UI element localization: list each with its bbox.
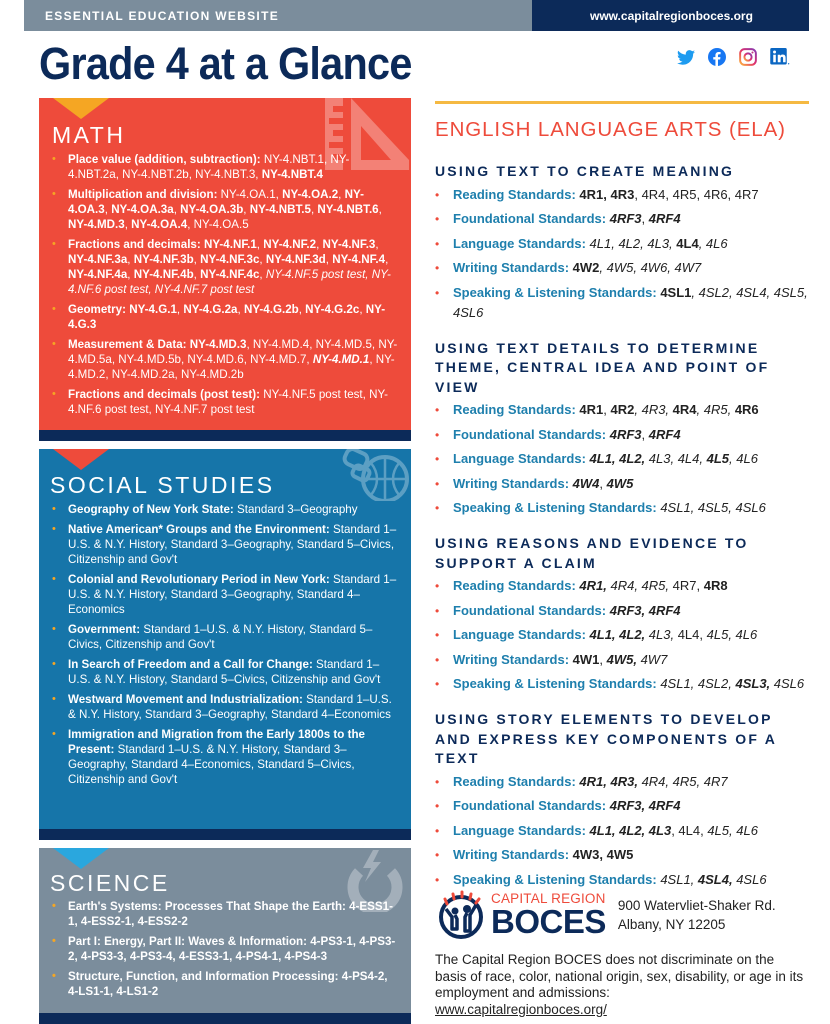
math-heading: MATH: [52, 122, 126, 148]
standard-codes: ,: [259, 268, 266, 281]
standard-codes: 4-ESS1-1, 4-ESS2-1, 4-ESS2-2: [68, 900, 393, 928]
list-item: [435, 474, 809, 494]
standard-codes: NY-4.NBT.4: [261, 168, 323, 181]
standard-codes: 4L5, 4L6: [707, 822, 758, 838]
item-label: Writing Standards:: [453, 847, 570, 862]
standard-codes: 4-PS4-2, 4-LS1-1, 4-LS1-2: [68, 970, 388, 998]
item-label: Speaking & Listening Standards:: [453, 676, 657, 691]
list-item: [39, 899, 411, 929]
list-item: [435, 283, 809, 323]
standard-codes: ,: [641, 211, 649, 226]
standard-codes: 4L3, 4L4,: [645, 451, 707, 466]
standard-codes: 4R1: [575, 402, 604, 417]
list-item: [435, 498, 809, 518]
address: [618, 896, 776, 934]
panel-footer-bar: [39, 430, 411, 441]
standard-codes: ,: [359, 303, 366, 316]
list-item: [435, 209, 809, 229]
standard-codes: 4R1, 4R3,: [575, 773, 638, 789]
standard-codes: NY-4.NF.3b: [133, 253, 194, 266]
standard-codes: 4L4,: [677, 627, 707, 642]
standard-codes: 4SL1,: [656, 871, 698, 887]
standard-codes: Standard 1–U.S. & N.Y. History, Standard 3–Geography, Standard 4–Economics, Standard 5–Civics, Citizenship and Gov't: [68, 743, 355, 786]
standard-codes: NY-4.NF.3: [322, 238, 376, 251]
list-item: [435, 674, 809, 694]
standard-codes: NY-4.OA.2: [282, 188, 339, 201]
list-item: [39, 502, 411, 517]
boces-wordmark: [491, 892, 606, 939]
list-item: [435, 796, 809, 816]
math-panel: [39, 98, 411, 441]
list-item: [435, 772, 809, 792]
standard-codes: 4SL6: [770, 676, 805, 691]
list-item: [39, 387, 411, 417]
standard-codes: ,: [256, 238, 264, 251]
item-label: Reading Standards:: [453, 773, 576, 789]
standard-codes: 4RF3: [606, 211, 642, 226]
standard-codes: ,: [127, 253, 134, 266]
item-label: Geometry:: [68, 303, 126, 316]
standard-codes: 4L1, 4L2,: [585, 451, 646, 466]
standard-codes: 4SL4,: [697, 871, 733, 887]
standard-codes: , 4R4, 4R5, 4R6, 4R7: [634, 186, 759, 202]
facebook-icon[interactable]: [708, 48, 726, 66]
list-item: [39, 692, 411, 722]
top-banner: [24, 0, 809, 31]
panel-notch: [53, 848, 109, 869]
banner-url[interactable]: www.capitalregionboces.org: [532, 0, 809, 31]
standard-codes: NY-4.NF.4b: [133, 268, 194, 281]
item-label: In Search of Freedom and a Call for Change:: [68, 658, 313, 671]
list-item: [435, 821, 809, 841]
ela-panel: [435, 101, 809, 894]
address-line-1: 900 Watervliet-Shaker Rd.: [617, 898, 776, 913]
social-studies-heading: SOCIAL STUDIES: [50, 472, 275, 498]
list-item: [435, 234, 809, 254]
standard-codes: 4-PS3-1, 4-PS3-2, 4-PS3-3, 4-PS3-4, 4-ESS3-1, 4-PS4-1, 4-PS4-3: [68, 935, 396, 963]
standard-codes: 4W3, 4W5: [569, 847, 634, 862]
standard-codes: NY-4.G.3: [68, 303, 386, 331]
list-item: [435, 576, 809, 596]
ela-sections: [435, 162, 809, 890]
standard-codes: NY-4.NBT.5: [249, 203, 311, 216]
item-label: Foundational Standards:: [453, 798, 607, 813]
ela-standards-list: [435, 576, 809, 694]
standard-codes: NY-4.OA.4: [131, 218, 188, 231]
list-item: [435, 185, 809, 205]
standard-codes: ,: [173, 203, 181, 216]
standard-codes: 4R4, 4R5, 4R7: [637, 773, 728, 789]
ela-standards-list: [435, 772, 809, 890]
disclaimer-text: The Capital Region BOCES does not discriminate on the basis of race, color, national origin, sex, disability, or age in its employment and admissions:: [435, 952, 804, 1000]
standard-codes: ,: [375, 238, 379, 251]
list-item: [435, 650, 809, 670]
item-label: Foundational Standards:: [453, 426, 607, 442]
standard-codes: , NY-4.MD.2, NY-4.MD.2a, NY-4.MD.2b: [68, 353, 395, 381]
standard-codes: ,: [310, 203, 318, 216]
standard-codes: 4R2: [610, 402, 635, 417]
item-label: Colonial and Revolutionary Period in New York:: [68, 573, 330, 586]
standard-codes: ,: [599, 475, 607, 491]
standard-codes: NY-4.NBT.6: [317, 203, 379, 216]
list-item: [39, 337, 411, 382]
boces-website-link[interactable]: www.capitalregionboces.org/: [435, 1001, 607, 1017]
science-heading: SCIENCE: [50, 870, 170, 896]
list-item: [435, 625, 809, 645]
standard-codes: NY-4.OA.3a: [111, 203, 174, 216]
science-list: [39, 899, 411, 1004]
standard-codes: 4W2: [569, 260, 600, 275]
panel-footer-bar: [39, 829, 411, 840]
item-label: Immigration and Migration from the Early 1800s to the Present:: [68, 728, 365, 756]
item-label: Measurement & Data:: [68, 338, 187, 351]
social-studies-list: [39, 502, 411, 792]
item-label: Foundational Standards:: [453, 602, 607, 618]
standard-codes: NY-4.G.1: [126, 303, 177, 316]
standard-codes: NY-4.NF.3c: [200, 253, 260, 266]
standard-codes: 4RF4: [648, 426, 681, 442]
standard-codes: NY-4.G.2c: [305, 303, 360, 316]
item-label: Government:: [68, 623, 141, 636]
standard-codes: 4W4: [569, 475, 600, 491]
standard-codes: ,: [603, 402, 611, 417]
standard-codes: NY-4.G.2b: [243, 303, 299, 316]
standard-codes: , 4SL2, 4SL4, 4SL5, 4SL6: [453, 284, 808, 320]
standard-codes: 4L4: [676, 235, 699, 251]
science-panel: [39, 848, 411, 1024]
item-label: Place value (addition, subtraction):: [68, 153, 261, 166]
standard-codes: NY-4.MD.1: [312, 353, 370, 366]
standard-codes: 4R1, 4R3: [575, 186, 635, 202]
standard-codes: , 4L6: [698, 235, 728, 251]
list-item: [39, 572, 411, 617]
standard-codes: NY-4.NF.1: [200, 238, 257, 251]
standard-codes: 4R7,: [672, 578, 704, 593]
item-label: Reading Standards:: [453, 186, 576, 202]
list-item: [435, 870, 809, 890]
list-item: [39, 237, 411, 297]
item-label: Earth's Systems: Processes That Shape the Earth:: [68, 900, 346, 913]
standard-codes: 4W1: [569, 651, 600, 667]
standard-codes: ,: [599, 651, 607, 667]
ela-section-title: USING TEXT DETAILS TO DETERMINE THEME, CENTRAL IDEA AND POINT OF VIEW: [435, 339, 770, 395]
item-label: Writing Standards:: [453, 475, 570, 491]
item-label: Language Standards:: [453, 451, 586, 466]
ela-section-title: USING REASONS AND EVIDENCE TO SUPPORT A CLAIM: [435, 535, 749, 571]
standard-codes: NY-4.MD.3: [68, 218, 125, 231]
panel-footer-bar: [39, 1013, 411, 1024]
item-label: Native American* Groups and the Environment:: [68, 523, 330, 536]
ela-heading: ENGLISH LANGUAGE ARTS (ELA): [435, 118, 786, 141]
item-label: Reading Standards:: [453, 578, 576, 593]
item-label: Foundational Standards:: [453, 211, 607, 226]
standard-codes: 4L5: [706, 451, 730, 466]
item-label: Writing Standards:: [453, 260, 570, 275]
standard-codes: 4L3,: [645, 627, 678, 642]
standard-codes: ,: [127, 268, 134, 281]
standard-codes: 4R6: [734, 402, 759, 417]
standard-codes: 4L1, 4L2, 4L3,: [585, 235, 677, 251]
standard-codes: 4W7: [636, 651, 668, 667]
list-item: [39, 187, 411, 232]
standard-codes: 4L5, 4L6: [706, 627, 758, 642]
item-label: Speaking & Listening Standards:: [453, 284, 657, 300]
list-item: [39, 522, 411, 567]
list-item: [435, 258, 809, 278]
standard-codes: 4SL1: [656, 284, 692, 300]
item-label: Language Standards:: [453, 627, 586, 642]
standard-codes: , 4R3,: [634, 402, 673, 417]
standard-codes: NY-4.NF.4c: [200, 268, 260, 281]
standard-codes: ,: [641, 426, 649, 442]
standard-codes: ,: [385, 253, 389, 266]
list-item: [435, 601, 809, 621]
standard-codes: NY-4.NF.4a: [68, 268, 128, 281]
standard-codes: ,: [193, 268, 201, 281]
item-label: Multiplication and division:: [68, 188, 218, 201]
panel-notch: [53, 98, 109, 119]
item-label: Language Standards:: [453, 235, 586, 251]
standard-codes: 4SL6: [732, 871, 767, 887]
standard-codes: ,: [259, 253, 266, 266]
standard-codes: NY-4.NF.2: [263, 238, 317, 251]
standard-codes: 4R1,: [575, 578, 607, 593]
standard-codes: 4RF4: [648, 211, 681, 226]
standard-codes: Standard 1–U.S. & N.Y. History, Standard 3–Geography, Standard 4–Economics: [68, 573, 397, 616]
standard-codes: ,: [316, 238, 323, 251]
address-line-2: Albany, NY 12205: [617, 917, 726, 932]
list-item: [39, 302, 411, 332]
standard-codes: , 4R5,: [696, 402, 735, 417]
item-label: Speaking & Listening Standards:: [453, 500, 657, 515]
globe-icon: [341, 449, 411, 501]
standard-codes: , NY-4.OA.5: [187, 218, 249, 231]
list-item: [435, 449, 809, 469]
standard-codes: , 4L4,: [671, 822, 708, 838]
math-list: [39, 152, 411, 422]
standard-codes: NY-4.NF.5 post test, NY-4.NF.6 post test, NY-4.NF.7 post test: [68, 388, 389, 416]
standard-codes: 4RF3: [606, 426, 642, 442]
standard-codes: NY-4.NBT.1, NY-4.NBT.2a, NY-4.NBT.2b, NY-4.NBT.3,: [68, 153, 350, 181]
disclaimer: [435, 952, 809, 1018]
item-label: Speaking & Listening Standards:: [453, 871, 657, 887]
list-item: [39, 622, 411, 652]
standard-codes: ,: [124, 218, 132, 231]
standard-codes: 4R4: [672, 402, 697, 417]
standard-codes: NY-4.OA.1,: [217, 188, 283, 201]
logo-bottom-text: BOCES: [491, 903, 606, 941]
standard-codes: Standard 1–U.S. & N.Y. History, Standard 5–Civics, Citizenship and Gov't: [68, 623, 373, 651]
standard-codes: 4L1, 4L2, 4L3: [585, 822, 672, 838]
standard-codes: NY-4.MD.3: [186, 338, 247, 351]
list-item: [435, 425, 809, 445]
standard-codes: NY-4.NF.4: [332, 253, 386, 266]
standard-codes: NY-4.NF.3a: [68, 253, 128, 266]
item-label: Part I: Energy, Part II: Waves & Information:: [68, 935, 308, 948]
item-label: Writing Standards:: [453, 651, 570, 667]
standard-codes: Standard 1–U.S. & N.Y. History, Standard 3–Geography, Standard 5–Civics, Citizenship and Gov't: [68, 523, 397, 566]
logo-row: [435, 889, 809, 941]
standard-codes: Standard 3–Geography: [233, 503, 358, 516]
ela-section-title: USING STORY ELEMENTS TO DEVELOP AND EXPRESS KEY COMPONENTS OF A TEXT: [435, 711, 777, 766]
banner-label: ESSENTIAL EDUCATION WEBSITE: [24, 0, 532, 31]
standard-codes: 4SL1, 4SL2,: [656, 676, 736, 691]
standard-codes: 4SL1, 4SL5, 4SL6: [656, 500, 766, 515]
standard-codes: ,: [237, 303, 244, 316]
standard-codes: 4L1, 4L2,: [585, 627, 646, 642]
list-item: [435, 845, 809, 865]
list-item: [435, 400, 809, 420]
social-studies-panel: [39, 449, 411, 840]
standard-codes: 4RF3, 4RF4: [606, 798, 681, 813]
ela-top-rule: [435, 101, 809, 104]
ela-standards-list: [435, 185, 809, 323]
ela-section-title: USING TEXT TO CREATE MEANING: [435, 163, 735, 179]
standard-codes: NY-4.NF.3d: [265, 253, 326, 266]
standard-codes: ,: [378, 203, 382, 216]
boces-logo-icon: [435, 889, 487, 941]
standard-codes: ,: [338, 188, 345, 201]
boces-footer: [435, 889, 809, 1018]
item-label: Geography of New York State:: [68, 503, 234, 516]
list-item: [39, 657, 411, 687]
standard-codes: , NY-4.MD.4, NY-4.MD.5, NY-4.MD.5a, NY-4.MD.5b, NY-4.MD.6, NY-4.MD.7,: [68, 338, 398, 366]
standard-codes: Standard 1–U.S. & N.Y. History, Standard 3–Geography, Standard 4–Economics: [68, 693, 392, 721]
ela-standards-list: [435, 400, 809, 518]
standard-codes: 4R4, 4R5,: [606, 578, 673, 593]
standard-codes: ,: [243, 203, 250, 216]
standard-codes: NY-4.NF.5 post test, NY-4.NF.6 post test, NY-4.NF.7 post test: [68, 268, 391, 296]
standard-codes: , 4W5, 4W6, 4W7: [599, 260, 702, 275]
standard-codes: ,: [193, 253, 201, 266]
standard-codes: ,: [298, 303, 306, 316]
list-item: [39, 934, 411, 964]
standard-codes: Standard 1–U.S. & N.Y. History, Standard 5–Civics, Citizenship and Gov't: [68, 658, 381, 686]
standard-codes: 4SL3,: [735, 676, 771, 691]
list-item: [39, 152, 411, 182]
standard-codes: 4R8: [703, 578, 728, 593]
social-links: [677, 48, 790, 66]
item-label: Reading Standards:: [453, 402, 576, 417]
item-label: Fractions and decimals:: [68, 238, 201, 251]
page-title: Grade 4 at a Glance: [39, 38, 412, 89]
list-item: [39, 969, 411, 999]
standard-codes: 4W5,: [606, 651, 637, 667]
standard-codes: ,: [325, 253, 333, 266]
logo-top-text: CAPITAL REGION: [491, 890, 606, 906]
twitter-icon[interactable]: [677, 50, 695, 65]
item-label: Fractions and decimals (post test):: [68, 388, 260, 401]
standard-codes: NY-4.G.2a: [183, 303, 238, 316]
list-item: [39, 727, 411, 787]
standard-codes: 4RF3, 4RF4: [606, 602, 681, 618]
standard-codes: , 4L6: [729, 451, 758, 466]
panel-notch: [53, 449, 109, 470]
standard-codes: ,: [176, 303, 184, 316]
linkedin-icon[interactable]: [770, 48, 790, 66]
item-label: Language Standards:: [453, 822, 586, 838]
standard-codes: NY-4.OA.3b: [180, 203, 244, 216]
standard-codes: ,: [104, 203, 112, 216]
item-label: Westward Movement and Industrialization:: [68, 693, 303, 706]
instagram-icon[interactable]: [739, 48, 757, 66]
standard-codes: NY-4.OA.3: [68, 188, 364, 216]
standard-codes: 4W5: [606, 475, 634, 491]
item-label: Structure, Function, and Information Processing:: [68, 970, 339, 983]
